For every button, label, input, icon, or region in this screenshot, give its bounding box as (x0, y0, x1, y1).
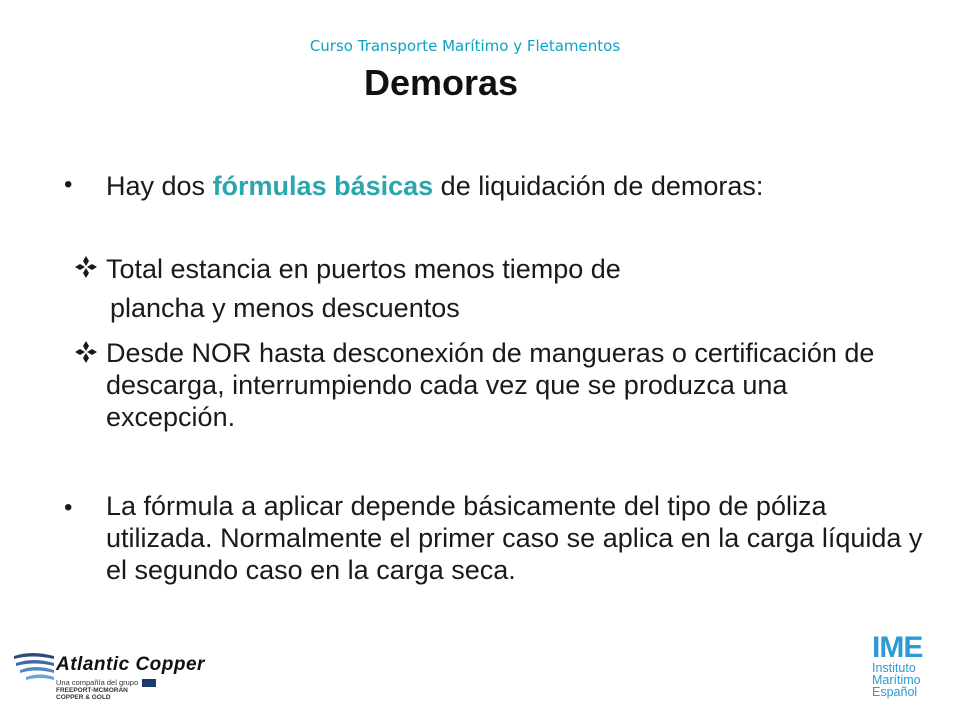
diamond-item-1-line-2: plancha y menos descuentos (110, 293, 460, 323)
diamond-item-2-text: Desde NOR hasta desconexión de mangueras o certificación de descarga, interrumpiendo cada vez que se produzca una excepción. (106, 338, 875, 432)
atlantic-copper-name: Atlantic Copper (56, 654, 205, 675)
diamond-bullet-icon (74, 340, 98, 364)
fcx-line-1: FREEPORT-MCMORAN (56, 687, 128, 695)
bullet-dot-icon: • (64, 171, 73, 198)
ime-line-3: Español (872, 685, 918, 699)
ime-line-1: Instituto (872, 661, 916, 675)
atlantic-tagline-text: Una compañía del grupo (56, 678, 139, 687)
diamond-item-1-line-1: Total estancia en puertos menos tiempo de (106, 254, 621, 284)
slide-title: Demoras (364, 62, 519, 103)
bullet-1-text (106, 170, 763, 202)
bullet-2-text: La fórmula a aplicar depende básicamente del tipo de póliza utilizada. Normalmente el primer caso se aplica en la carga líquida y el segundo caso en la carga seca. (106, 491, 923, 585)
bullet-1-highlight: fórmulas básicas (212, 171, 434, 201)
atlantic-copper-logo (12, 648, 222, 702)
bullet-1-before: Hay dos (106, 171, 213, 201)
ime-line-2: Marítimo (872, 673, 921, 687)
fcx-logo-icon (142, 679, 156, 687)
atlantic-copper-wave-icon (12, 650, 56, 684)
atlantic-copper-tagline (56, 678, 222, 701)
diamond-bullet-icon (74, 255, 98, 279)
ime-logo (872, 631, 942, 706)
bullet-1-after: de liquidación de demoras: (433, 171, 764, 201)
course-subtitle: Curso Transporte Marítimo y Fletamentos (309, 37, 621, 55)
bullet-dot-icon: • (64, 494, 73, 521)
fcx-parent-name (56, 687, 128, 701)
ime-letters: IME (872, 631, 923, 664)
fcx-line-2: COPPER & GOLD (56, 694, 111, 702)
